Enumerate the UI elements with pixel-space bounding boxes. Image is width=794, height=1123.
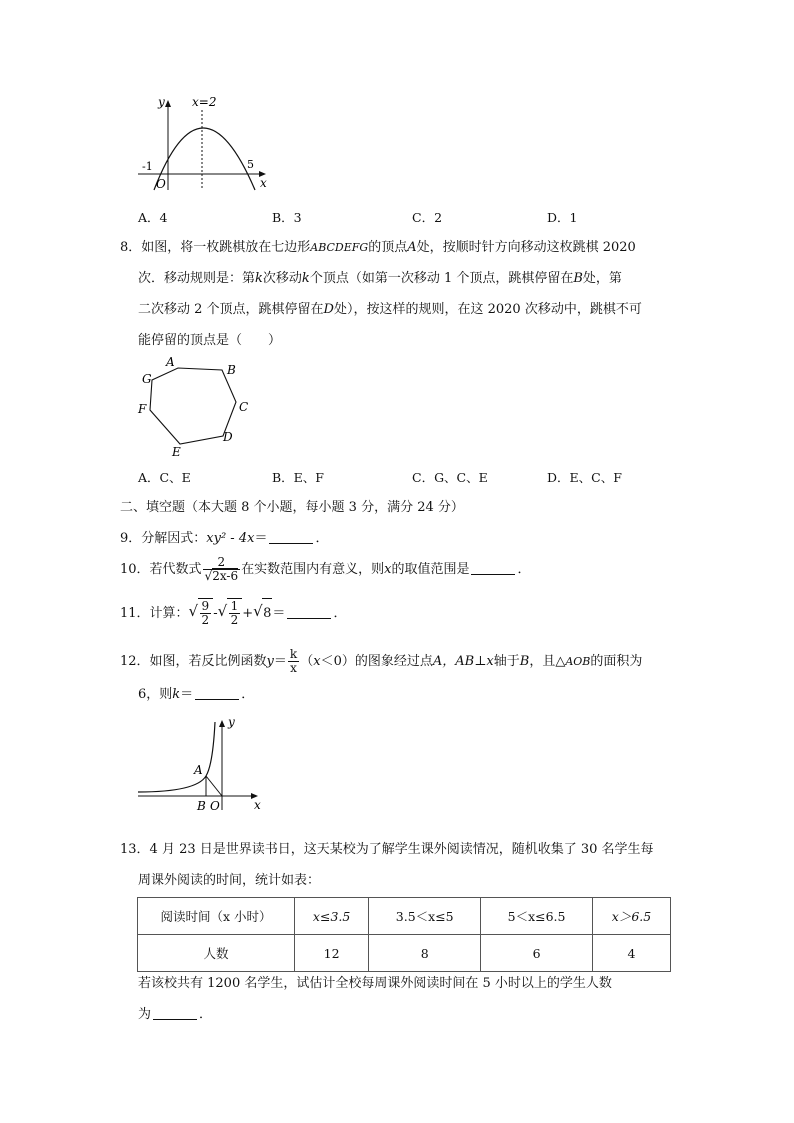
fig3-point-a: A: [194, 763, 203, 777]
vertex-b: B: [227, 363, 236, 377]
q8-vertex: A: [407, 240, 417, 255]
vertex-c: C: [239, 400, 249, 414]
table-cell: 6: [481, 935, 593, 972]
q7-option-d[interactable]: D．1: [547, 210, 578, 225]
q11-minus: -: [213, 606, 218, 621]
q13-end: ．: [199, 1007, 213, 1022]
q12-text: 12．如图，若反比例函数: [120, 654, 267, 669]
q8-polygon-name: ABCDEFG: [310, 241, 369, 254]
q8-text: 处，按顺时针方向移动这枚跳棋 2020: [416, 240, 636, 255]
q11-prefix: 11．计算：: [120, 606, 189, 621]
q12-text: 6，则: [138, 687, 173, 702]
table-header-cell: x＞6.5: [592, 898, 670, 935]
q13-line-2: 周课外阅读的时间，统计如表：: [138, 873, 321, 888]
q11-end: ．: [333, 606, 347, 621]
q13-text: 为: [138, 1007, 152, 1022]
q11-sqrt-b: √ $\frac{1}{2}$: [218, 598, 243, 629]
q12-text: ，且△: [529, 654, 566, 669]
fig1-x-label: x: [260, 176, 267, 190]
q12-frac-num: k: [289, 647, 298, 661]
q7-option-b[interactable]: B．3: [272, 210, 302, 225]
q10-fraction: [203, 556, 241, 583]
q7-option-a[interactable]: A．4: [138, 210, 168, 225]
q12-equals: ＝: [273, 654, 287, 669]
q8-option-b[interactable]: B．E、F: [272, 470, 324, 485]
q13-after-1: 若该校共有 1200 名学生，试估计全校每周课外阅读时间在 5 小时以上的学生人数: [138, 976, 612, 991]
q12-answer-blank[interactable]: [195, 686, 239, 700]
section-2-heading: 二、填空题（本大题 8 个小题，每小题 3 分，满分 24 分）: [120, 500, 464, 515]
heptagon-figure: [130, 352, 260, 462]
fig1-y-label: y: [158, 95, 165, 109]
q12-var: x: [313, 654, 321, 669]
q12-triangle: AOB: [565, 655, 591, 668]
table-cell: 12: [295, 935, 369, 972]
q8-text: 处，第: [582, 271, 622, 286]
q8-line-2: [138, 270, 622, 288]
q9-equals: ＝: [254, 531, 268, 546]
q12-line-2: [138, 686, 254, 704]
q8-line-3: [138, 301, 642, 319]
fig1-right-root: 5: [247, 158, 254, 171]
table-header-cell: 阅读时间（x 小时）: [138, 898, 295, 935]
q9: [120, 530, 328, 548]
q13-after-2: [138, 1006, 212, 1024]
q8-text: 次移动: [262, 271, 302, 286]
q12-perp: ⊥: [474, 654, 487, 669]
q8-vertex: B: [573, 271, 583, 286]
q11-b-num: 1: [230, 599, 239, 613]
table-header-cell: 5＜x≤6.5: [481, 898, 593, 935]
q12-var: x: [486, 654, 494, 669]
q12-equals: ＝: [180, 687, 194, 702]
fig3-x-label: x: [254, 798, 261, 812]
q12-text: （: [300, 654, 314, 669]
vertex-d: D: [223, 430, 233, 444]
q11-a-num: 9: [201, 599, 210, 613]
fig3-point-b: B: [197, 799, 206, 813]
parabola-figure: [130, 90, 280, 200]
q8-text: 的顶点: [368, 240, 408, 255]
q8-line-1: [120, 239, 636, 257]
q10-var: x: [384, 562, 392, 577]
q12-var: y: [266, 654, 274, 669]
q8-option-a[interactable]: A．C、E: [138, 470, 191, 485]
q12-point: B: [519, 654, 530, 669]
q11-equals: ＝: [272, 606, 286, 621]
q8-vertex: D: [323, 302, 334, 317]
table-cell: 4: [592, 935, 670, 972]
q10-text: 的取值范围是: [391, 562, 470, 577]
q8-var: k: [301, 271, 310, 286]
q8-text: 8．如图，将一枚跳棋放在七边形: [120, 240, 311, 255]
q9-expression: xy² - 4x: [206, 531, 255, 546]
q12-text: 轴于: [493, 654, 520, 669]
q8-line-4: 能停留的顶点是（ ）: [138, 333, 282, 348]
q8-option-d[interactable]: D．E、C、F: [547, 470, 622, 485]
q12-text: ＜0）的图象经过点: [320, 654, 433, 669]
q11-a-den: 2: [201, 613, 210, 627]
fig1-origin: O: [156, 177, 166, 191]
q10-text: 在实数范围内有意义，则: [241, 562, 385, 577]
q10: [120, 556, 530, 584]
table-row: [138, 935, 671, 972]
q12-var: k: [172, 687, 181, 702]
q11-plus: +: [242, 606, 254, 621]
q10-end: ．: [517, 562, 531, 577]
q10-radicand: 2x-6: [212, 569, 239, 583]
q8-text: 个顶点（如第一次移动 1 个顶点，跳棋停留在: [309, 271, 574, 286]
table-header-cell: 3.5＜x≤5: [369, 898, 481, 935]
vertex-f: F: [138, 402, 147, 416]
q13-answer-blank[interactable]: [153, 1006, 197, 1020]
table-header-cell: x≤3.5: [295, 898, 369, 935]
q12-end: ．: [241, 687, 255, 702]
table-cell: 8: [369, 935, 481, 972]
q11-sqrt-c: √ 8: [253, 598, 272, 629]
q11-answer-blank[interactable]: [287, 605, 331, 619]
q11-sqrt-a: √ $\frac{9}{2}$: [189, 598, 214, 629]
table-row-label: 人数: [138, 935, 295, 972]
q11: [120, 598, 346, 629]
q11-c: 8: [262, 598, 272, 629]
q12-text: 的面积为: [590, 654, 643, 669]
q12-frac-den: x: [290, 661, 297, 675]
q8-text: 二次移动 2 个顶点，跳棋停留在: [138, 302, 324, 317]
q10-denominator: √2x-6: [204, 569, 239, 583]
q11-b-den: 2: [230, 613, 239, 627]
fig3-origin: O: [210, 799, 220, 813]
q8-text: 次．移动规则是：第: [138, 271, 256, 286]
vertex-a: A: [166, 355, 175, 369]
vertex-e: E: [172, 445, 181, 459]
table-header-row: [138, 898, 671, 935]
q8-text: 处），按这样的规则，在这 2020 次移动中，跳棋不可: [333, 302, 642, 317]
fig3-y-label: y: [228, 715, 235, 729]
q8-var: k: [255, 271, 263, 286]
q12-fraction: [288, 648, 299, 675]
fig1-left-root: -1: [142, 160, 153, 173]
q13-line-1: 13．4 月 23 日是世界读书日，这天某校为了解学生课外阅读情况，随机收集了 30 名学生每: [120, 842, 654, 857]
q10-answer-blank[interactable]: [471, 561, 515, 575]
q9-answer-blank[interactable]: [269, 530, 313, 544]
fig1-axis-label: x=2: [192, 95, 217, 109]
q8-option-c[interactable]: C．G、C、E: [412, 470, 488, 485]
q12-line-1: [120, 648, 642, 676]
q10-numerator: 2: [217, 555, 226, 569]
q10-prefix: 10．若代数式: [120, 562, 202, 577]
reading-time-table: [137, 897, 671, 972]
q12-points: A，AB: [432, 654, 475, 669]
vertex-g: G: [142, 372, 152, 386]
q9-end: ．: [315, 531, 329, 546]
q7-option-c[interactable]: C．2: [412, 210, 443, 225]
q9-prefix: 9．分解因式：: [120, 531, 207, 546]
hyperbola-figure: [130, 712, 270, 817]
